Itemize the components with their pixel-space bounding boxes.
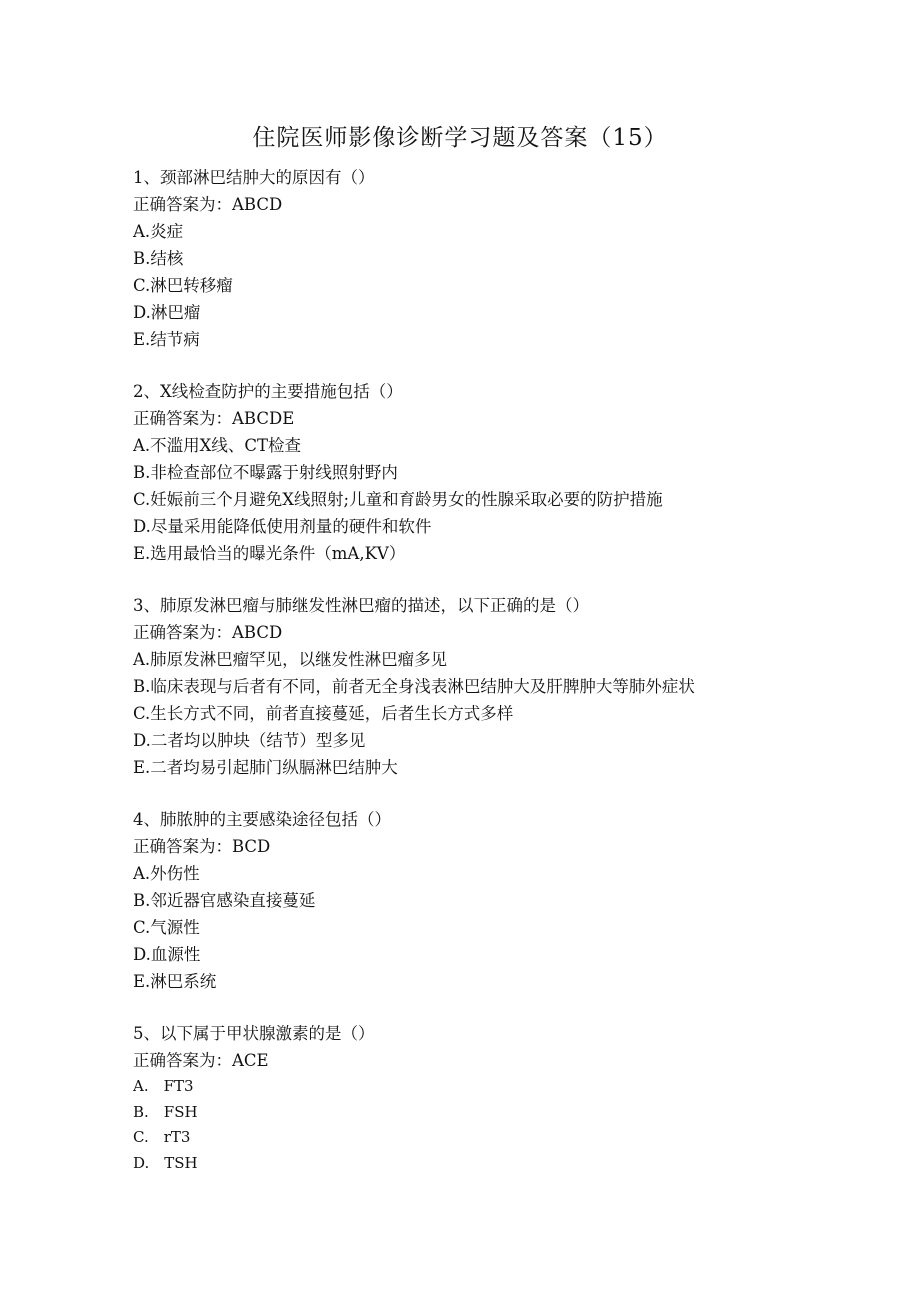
question-3 xyxy=(133,592,833,781)
correct-answer: 正确答案为：ABCD xyxy=(133,623,283,642)
correct-answer: 正确答案为：ABCD xyxy=(133,195,283,214)
option: C. rT3 xyxy=(133,1128,191,1146)
option: D. TSH xyxy=(133,1153,198,1172)
option: C.妊娠前三个月避免X线照射;儿童和育龄男女的性腺采取必要的防护措施 xyxy=(133,490,663,509)
option: C.生长方式不同，前者直接蔓延，后者生长方式多样 xyxy=(133,704,514,723)
question-list xyxy=(133,164,833,1201)
option: D.淋巴瘤 xyxy=(133,303,201,322)
question-stem: 1、颈部淋巴结肿大的原因有（） xyxy=(133,168,375,187)
question-stem: 4、肺脓肿的主要感染途径包括（） xyxy=(133,810,391,829)
question-stem: 5、以下属于甲状腺激素的是（） xyxy=(133,1024,375,1043)
question-2 xyxy=(133,378,833,567)
option: E.淋巴系统 xyxy=(133,972,217,991)
question-stem: 3、肺原发淋巴瘤与肺继发性淋巴瘤的描述，以下正确的是（） xyxy=(133,596,589,615)
option: A.炎症 xyxy=(133,222,184,241)
option: D.二者均以肿块（结节）型多见 xyxy=(133,731,366,750)
correct-answer: 正确答案为：BCD xyxy=(133,837,271,856)
option: A.肺原发淋巴瘤罕见，以继发性淋巴瘤多见 xyxy=(133,650,448,669)
option: D.血源性 xyxy=(133,945,201,964)
option: B.邻近器官感染直接蔓延 xyxy=(133,891,316,910)
question-4 xyxy=(133,806,833,995)
correct-answer: 正确答案为：ACE xyxy=(133,1051,269,1070)
option: C.气源性 xyxy=(133,918,200,937)
option: A.不滥用X线、CT检查 xyxy=(133,436,302,455)
document-title: 住院医师影像诊断学习题及答案（15） xyxy=(252,125,668,151)
question-5 xyxy=(133,1020,833,1176)
question-1 xyxy=(133,164,833,353)
option: B.临床表现与后者有不同，前者无全身浅表淋巴结肿大及肝脾肿大等肺外症状 xyxy=(133,677,695,696)
option: A. FT3 xyxy=(133,1077,194,1095)
option: B.非检查部位不曝露于射线照射野内 xyxy=(133,463,398,482)
option: E.结节病 xyxy=(133,330,200,349)
option: B.结核 xyxy=(133,249,184,268)
option: A.外伤性 xyxy=(133,864,200,883)
correct-answer: 正确答案为：ABCDE xyxy=(133,409,295,428)
option: C.淋巴转移瘤 xyxy=(133,276,233,295)
option: E.二者均易引起肺门纵膈淋巴结肿大 xyxy=(133,758,398,777)
option: D.尽量采用能降低使用剂量的硬件和软件 xyxy=(133,517,432,536)
question-stem: 2、X线检查防护的主要措施包括（） xyxy=(133,382,403,401)
option: E.选用最恰当的曝光条件（mA,KV） xyxy=(133,544,406,563)
option: B. FSH xyxy=(133,1102,198,1121)
